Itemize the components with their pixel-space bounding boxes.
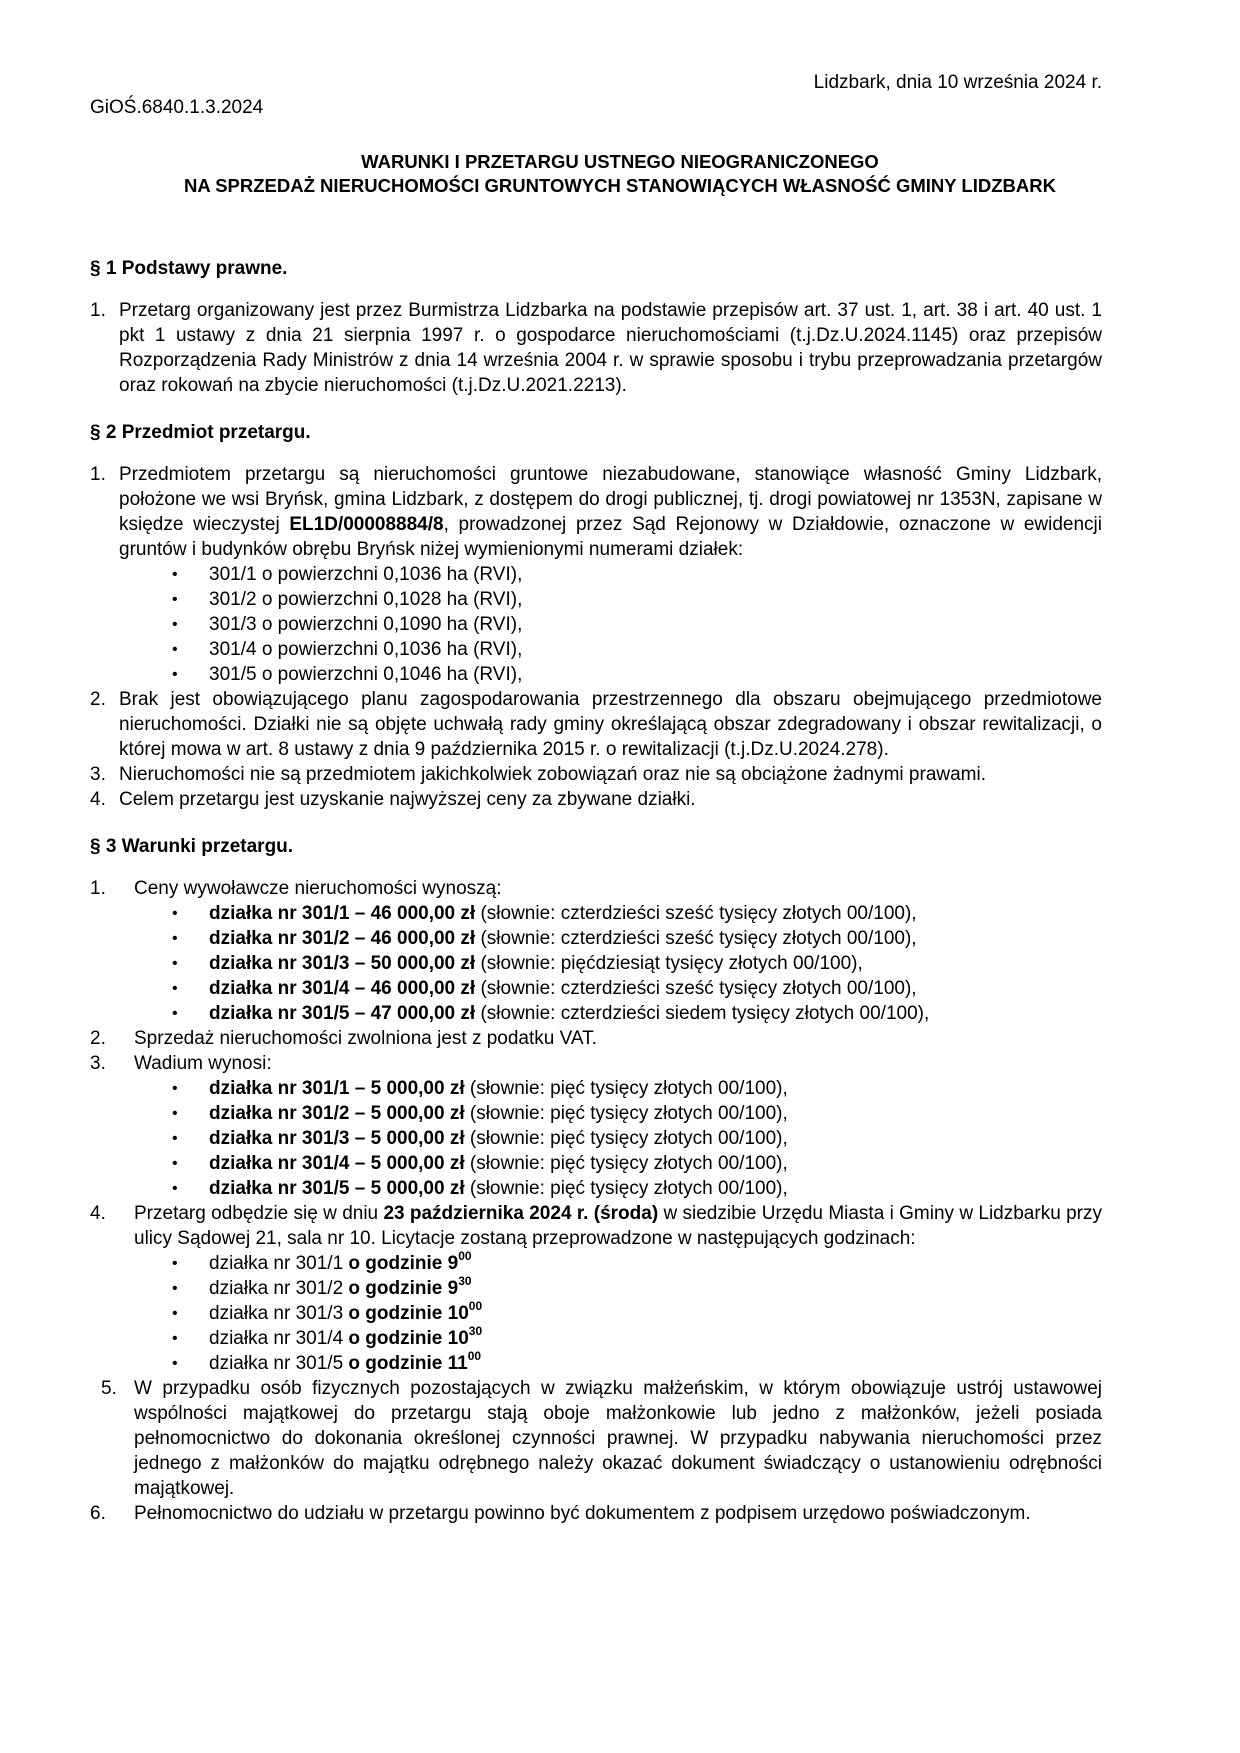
- deposit-words: (słownie: pięć tysięcy złotych 00/100),: [464, 1178, 788, 1199]
- deposit-value: działka nr 301/4 – 5 000,00 zł: [209, 1153, 465, 1174]
- price-value: działka nr 301/5 – 47 000,00 zł: [209, 1003, 476, 1024]
- deposit-value: działka nr 301/5 – 5 000,00 zł: [209, 1178, 465, 1199]
- list-item: [90, 1201, 1102, 1251]
- time-label: o godzinie: [348, 1253, 448, 1274]
- section-2-list: [90, 462, 1102, 812]
- time-label: o godzinie: [348, 1353, 448, 1374]
- item-number: 5.: [101, 1378, 117, 1399]
- deposit-value: działka nr 301/1 – 5 000,00 zł: [209, 1078, 465, 1099]
- time-list-item: [90, 1323, 1102, 1351]
- list-item: [90, 1026, 1102, 1051]
- list-item: [90, 1501, 1102, 1526]
- item-text: Celem przetargu jest uzyskanie najwyższej ceny za zbywane działki.: [119, 789, 696, 810]
- price-value: działka nr 301/2 – 46 000,00 zł: [209, 928, 476, 949]
- item-text: W przypadku osób fizycznych pozostających w związku małżeńskim, w którym obowiązuje ustrój ustawowej wspólności majątkowej do przetargu stają oboje małżonkowie lub jedno z małżonków, jeżeli posiada pełnomocnictwo do dokonania określonej czynności prawnej. W przypadku nabywania nieruchomości przez jednego z małżonków do majątku odrębnego należy okazać dokument świadczący o ustanowieniu odrębności majątkowej.: [134, 1378, 1102, 1499]
- document-title: [0, 150, 1240, 198]
- list-item: [90, 462, 1102, 562]
- deposit-list-item: [90, 1176, 1102, 1201]
- parcel-list-item: • 301/1 o powierzchni 0,1036 ha (RVI),: [90, 562, 1102, 587]
- item-text-part: , prowadzonej przez Sąd Rejonowy w Działdowie, oznaczone w ewidencji gruntów i budynków obrębu Bryńsk niżej wymienionymi numerami działek:: [119, 514, 1102, 560]
- time-label: o godzinie: [348, 1328, 448, 1349]
- title-line-1: WARUNKI I PRZETARGU USTNEGO NIEOGRANICZONEGO: [361, 151, 879, 172]
- price-words: (słownie: czterdzieści siedem tysięcy złotych 00/100),: [475, 1003, 930, 1024]
- time-hour: 11: [447, 1353, 468, 1374]
- item-text: Wadium wynosi:: [134, 1053, 272, 1074]
- item-text-part: Przedmiotem przetargu są nieruchomości gruntowe niezabudowane, stanowiące własność Gminy Lidzbark, położone we wsi Bryńsk, gmina Lidzbark, z dostępem do drogi publicznej, tj. drogi powiatowej nr 1353N, zapisane w księdze wieczystej: [119, 464, 1102, 535]
- list-item: [90, 687, 1102, 762]
- time-list-item: [90, 1348, 1102, 1376]
- time-hour: 10: [447, 1328, 469, 1349]
- price-list-item: [90, 976, 1102, 1001]
- item-number: 4.: [90, 1203, 106, 1224]
- price-value: działka nr 301/1 – 46 000,00 zł: [209, 903, 476, 924]
- list-item: [90, 1376, 1102, 1501]
- item-number: 1.: [90, 878, 106, 899]
- item-number: 3.: [90, 764, 106, 785]
- item-text: Brak jest obowiązującego planu zagospodarowania przestrzennego dla obszaru obejmującego przedmiotowe nieruchomości. Działki nie są objęte uchwałą rady gminy określającą obszar zdegradowany i obszar rewitalizacji, o której mowa w art. 8 ustawy z dnia 9 października 2015 r. o rewitalizacji (t.j.Dz.U.2024.278).: [119, 689, 1102, 760]
- price-value: działka nr 301/3 – 50 000,00 zł: [209, 953, 476, 974]
- parcel-list-item: • 301/5 o powierzchni 0,1046 ha (RVI),: [90, 662, 1102, 687]
- time-minutes: 30: [458, 1273, 472, 1288]
- section-2-heading: § 2 Przedmiot przetargu.: [90, 422, 311, 443]
- item-number: 2.: [90, 689, 106, 710]
- section-1-list: [90, 298, 1102, 398]
- auction-date: 23 października 2024 r. (środa): [383, 1203, 659, 1224]
- plot-label: działka nr 301/1: [209, 1253, 349, 1274]
- item-text: Sprzedaż nieruchomości zwolniona jest z podatku VAT.: [134, 1028, 597, 1049]
- deposit-words: (słownie: pięć tysięcy złotych 00/100),: [464, 1078, 788, 1099]
- place-and-date: Lidzbark, dnia 10 września 2024 r.: [813, 72, 1102, 93]
- list-item: [90, 876, 1102, 901]
- time-label: o godzinie: [348, 1303, 448, 1324]
- item-number: 6.: [90, 1503, 106, 1524]
- item-text-part: w siedzibie Urzędu Miasta i Gminy w Lidzbarku przy ulicy Sądowej 21, sala nr 10. Licytacje zostaną przeprowadzone w następujących godzinach:: [134, 1203, 1102, 1249]
- item-text: [134, 1201, 1102, 1251]
- deposit-list-item: [90, 1126, 1102, 1151]
- item-text: [119, 462, 1102, 562]
- title-line-2: NA SPRZEDAŻ NIERUCHOMOŚCI GRUNTOWYCH STANOWIĄCYCH WŁASNOŚĆ GMINY LIDZBARK: [184, 175, 1056, 196]
- price-words: (słownie: pięćdziesiąt tysięcy złotych 00/100),: [475, 953, 863, 974]
- section-1-heading: § 1 Podstawy prawne.: [90, 258, 288, 279]
- time-minutes: 00: [467, 1348, 482, 1363]
- time-label: o godzinie: [348, 1278, 448, 1299]
- time-minutes: 00: [468, 1298, 483, 1313]
- item-number: 3.: [90, 1053, 106, 1074]
- item-text-part: Przetarg odbędzie się w dniu: [134, 1203, 384, 1224]
- deposit-words: (słownie: pięć tysięcy złotych 00/100),: [464, 1103, 788, 1124]
- price-words: (słownie: czterdzieści sześć tysięcy złotych 00/100),: [475, 928, 917, 949]
- document-reference-number: GiOŚ.6840.1.3.2024: [90, 97, 264, 118]
- price-list-item: [90, 951, 1102, 976]
- item-number: 1.: [90, 300, 106, 321]
- section-3-list: [90, 876, 1102, 1526]
- parcel-list-item: • 301/2 o powierzchni 0,1028 ha (RVI),: [90, 587, 1102, 612]
- plot-label: działka nr 301/5: [209, 1353, 349, 1374]
- list-item: [90, 298, 1102, 398]
- time-minutes: 30: [468, 1323, 483, 1338]
- document-content: [90, 256, 1102, 1526]
- deposit-list-item: [90, 1101, 1102, 1126]
- plot-label: działka nr 301/3: [209, 1303, 349, 1324]
- deposit-words: (słownie: pięć tysięcy złotych 00/100),: [464, 1153, 788, 1174]
- deposit-value: działka nr 301/2 – 5 000,00 zł: [209, 1103, 465, 1124]
- plot-label: działka nr 301/4: [209, 1328, 349, 1349]
- time-hour: 10: [447, 1303, 469, 1324]
- list-item: [90, 1051, 1102, 1076]
- price-words: (słownie: czterdzieści sześć tysięcy złotych 00/100),: [475, 903, 917, 924]
- time-hour: 9: [447, 1253, 459, 1274]
- time-list-item: [90, 1298, 1102, 1326]
- price-words: (słownie: czterdzieści sześć tysięcy złotych 00/100),: [475, 978, 917, 999]
- parcel-list-item: • 301/4 o powierzchni 0,1036 ha (RVI),: [90, 637, 1102, 662]
- deposit-words: (słownie: pięć tysięcy złotych 00/100),: [464, 1128, 788, 1149]
- item-number: 1.: [90, 464, 106, 485]
- item-number: 4.: [90, 789, 106, 810]
- price-list-item: [90, 1001, 1102, 1026]
- item-text: Pełnomocnictwo do udziału w przetargu powinno być dokumentem z podpisem urzędowo poświadczonym.: [134, 1503, 1031, 1524]
- plot-label: działka nr 301/2: [209, 1278, 349, 1299]
- price-list-item: [90, 926, 1102, 951]
- time-minutes: 00: [458, 1248, 472, 1263]
- list-item: [90, 762, 1102, 787]
- time-list-item: [90, 1248, 1102, 1276]
- price-value: działka nr 301/4 – 46 000,00 zł: [209, 978, 476, 999]
- item-text: Nieruchomości nie są przedmiotem jakichkolwiek zobowiązań oraz nie są obciążone żadnymi prawami.: [119, 764, 987, 785]
- parcel-list-item: • 301/3 o powierzchni 0,1090 ha (RVI),: [90, 612, 1102, 637]
- land-register-number: EL1D/00008884/8: [289, 514, 444, 535]
- price-list-item: [90, 901, 1102, 926]
- item-text: Ceny wywoławcze nieruchomości wynoszą:: [134, 878, 502, 899]
- item-text: Przetarg organizowany jest przez Burmistrza Lidzbarka na podstawie przepisów art. 37 ust. 1, art. 38 i art. 40 ust. 1 pkt 1 ustawy z dnia 21 sierpnia 1997 r. o gospodarce nieruchomościami (t.j.Dz.U.2024.1145) oraz przepisów Rozporządzenia Rady Ministrów z dnia 14 września 2004 r. w sprawie sposobu i trybu przeprowadzania przetargów oraz rokowań na zbycie nieruchomości (t.j.Dz.U.2021.2213).: [119, 300, 1102, 396]
- item-number: 2.: [90, 1028, 106, 1049]
- deposit-list-item: [90, 1076, 1102, 1101]
- time-list-item: [90, 1273, 1102, 1301]
- list-item: [90, 787, 1102, 812]
- deposit-value: działka nr 301/3 – 5 000,00 zł: [209, 1128, 465, 1149]
- section-3-heading: § 3 Warunki przetargu.: [90, 836, 294, 857]
- time-hour: 9: [447, 1278, 459, 1299]
- deposit-list-item: [90, 1151, 1102, 1176]
